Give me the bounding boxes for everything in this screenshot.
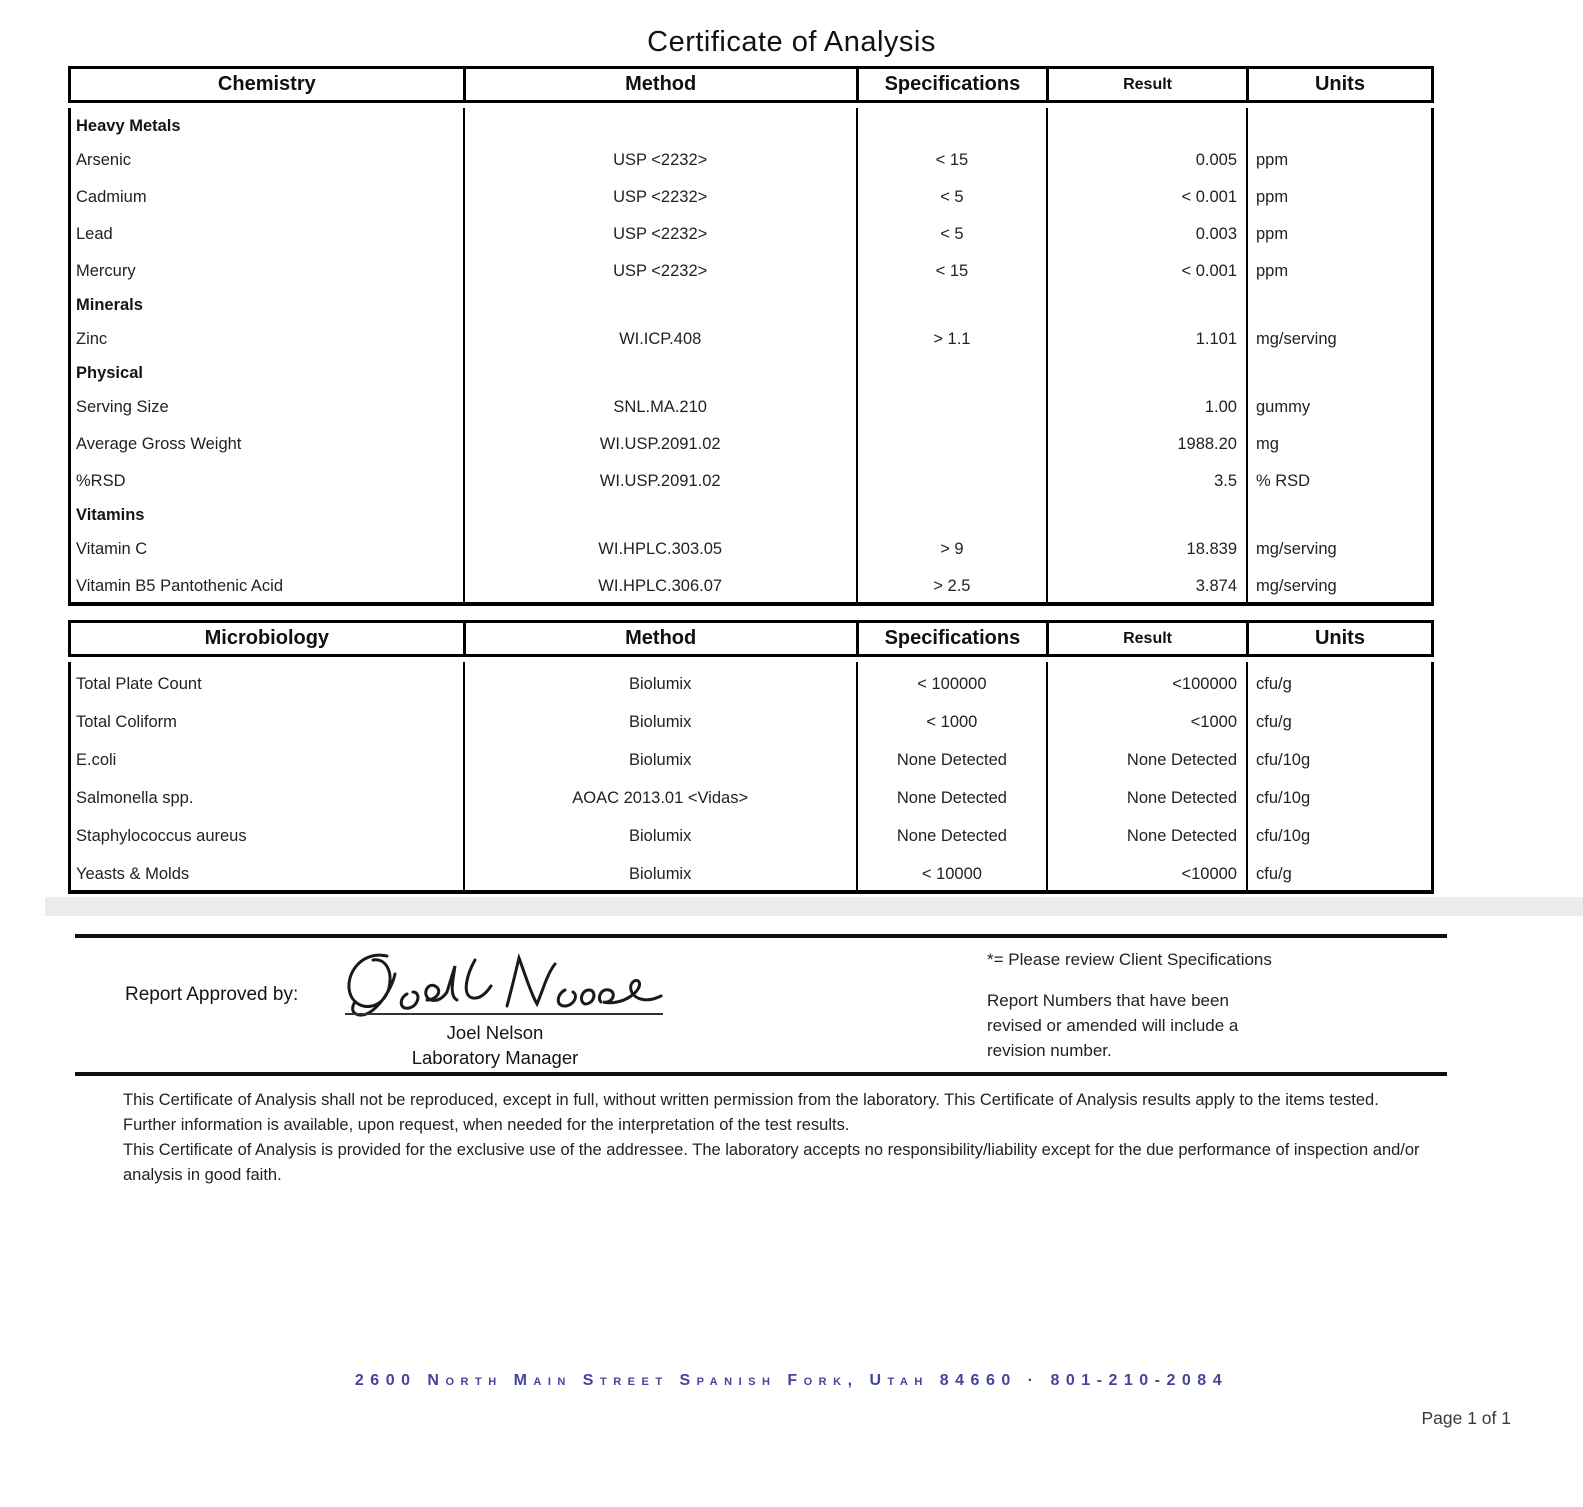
column-header-specifications: Specifications (856, 623, 1046, 654)
cell-method: USP <2232> (463, 250, 856, 287)
page-title: Certificate of Analysis (647, 26, 936, 58)
cell-method: Biolumix (463, 700, 856, 738)
cell-units: mg (1246, 423, 1431, 460)
cell-result: None Detected (1046, 776, 1246, 814)
cell-units: ppm (1246, 176, 1431, 213)
revision-note: Report Numbers that have been revised or amended will include a revision number. (987, 991, 1239, 1060)
cell-method: WI.HPLC.306.07 (463, 565, 856, 602)
cell-spec: > 2.5 (856, 565, 1046, 602)
cell-method: WI.USP.2091.02 (463, 460, 856, 497)
cell-spec: None Detected (856, 776, 1046, 814)
signatory-name: Joel Nelson (446, 1022, 544, 1043)
column-header-chemistry: Chemistry (217, 73, 316, 95)
section-header-cell: Vitamins (76, 506, 145, 524)
cell-spec: < 15 (856, 139, 1046, 176)
column-header-units: Units (1246, 623, 1431, 654)
microbiology-table (68, 620, 1434, 894)
microbiology-table-header-row (68, 620, 1434, 657)
column-header-result: Result (1046, 69, 1246, 100)
column-header-units: Units (1246, 69, 1431, 100)
lab-address: 2600 North Main Street Spanish Fork, Utah 84660 · 801-210-2084 (354, 1372, 1229, 1389)
cell-result: 1.00 (1046, 386, 1246, 423)
cell-units: gummy (1246, 386, 1431, 423)
cell-result: None Detected (1046, 814, 1246, 852)
cell-analyte: Staphylococcus aureus (76, 827, 247, 845)
cell-method: SNL.MA.210 (463, 386, 856, 423)
cell-method: Biolumix (463, 662, 856, 700)
cell-spec: < 1000 (856, 700, 1046, 738)
section-empty-cell (463, 355, 856, 386)
cell-analyte: Vitamin C (76, 540, 148, 558)
cell-spec: < 5 (856, 213, 1046, 250)
cell-spec: < 5 (856, 176, 1046, 213)
cell-analyte: Total Plate Count (76, 675, 202, 693)
section-empty-cell (856, 108, 1046, 139)
cell-spec (856, 460, 1046, 497)
cell-units: cfu/10g (1246, 814, 1431, 852)
cell-analyte: Zinc (76, 330, 108, 348)
section-empty-cell (463, 287, 856, 318)
cell-method: Biolumix (463, 814, 856, 852)
cell-method: USP <2232> (463, 176, 856, 213)
cell-spec: < 15 (856, 250, 1046, 287)
cell-units: mg/serving (1246, 318, 1431, 355)
signatory-title: Laboratory Manager (411, 1047, 579, 1068)
cell-result: None Detected (1046, 738, 1246, 776)
column-header-method: Method (463, 69, 856, 100)
cell-result: < 0.001 (1046, 250, 1246, 287)
cell-units: ppm (1246, 139, 1431, 176)
cell-result: < 0.001 (1046, 176, 1246, 213)
section-empty-cell (463, 108, 856, 139)
column-header-method: Method (463, 623, 856, 654)
divider-rule-bottom (75, 1072, 1447, 1076)
section-empty-cell (856, 355, 1046, 386)
cell-analyte: Lead (76, 225, 113, 243)
signature-line (345, 1013, 663, 1015)
microbiology-table-body (68, 662, 1434, 894)
page-number: Page 1 of 1 (1421, 1408, 1511, 1428)
section-empty-cell (1046, 108, 1246, 139)
cell-result: 3.874 (1046, 565, 1246, 602)
cell-units: cfu/g (1246, 662, 1431, 700)
cell-result: <100000 (1046, 662, 1246, 700)
column-header-specifications: Specifications (856, 69, 1046, 100)
cell-spec (856, 423, 1046, 460)
cell-analyte: Cadmium (76, 188, 147, 206)
cell-units: mg/serving (1246, 528, 1431, 565)
cell-units: cfu/g (1246, 852, 1431, 890)
section-empty-cell (1246, 108, 1431, 139)
cell-analyte: Mercury (76, 262, 136, 280)
section-empty-cell (1246, 355, 1431, 386)
signature-image (335, 944, 665, 1018)
cell-spec: > 9 (856, 528, 1046, 565)
cell-analyte: Serving Size (76, 398, 169, 416)
section-empty-cell (856, 287, 1046, 318)
cell-analyte: Average Gross Weight (76, 435, 242, 453)
column-header-microbiology: Microbiology (204, 627, 330, 649)
cell-result: 3.5 (1046, 460, 1246, 497)
cell-method: Biolumix (463, 852, 856, 890)
cell-analyte: Arsenic (76, 151, 132, 169)
section-empty-cell (1046, 497, 1246, 528)
cell-units: ppm (1246, 213, 1431, 250)
disclaimer-paragraph-2: This Certificate of Analysis is provided for the exclusive use of the addressee. The laboratory accepts no responsibility/liability except for the due performance of inspection and/or analysis in good faith. (123, 1141, 1420, 1184)
chemistry-table-body (68, 108, 1434, 606)
column-header-result: Result (1046, 623, 1246, 654)
disclaimer-paragraph-1: This Certificate of Analysis shall not be reproduced, except in full, without written permission from the laboratory. This Certificate of Analysis results apply to the items tested. Further information is available, upon request, when needed for the interpretation of the test results. (123, 1091, 1379, 1134)
cell-result: 1988.20 (1046, 423, 1246, 460)
disclaimer-text (123, 1088, 1423, 1188)
cell-result: 0.005 (1046, 139, 1246, 176)
cell-analyte: Yeasts & Molds (76, 865, 190, 883)
cell-result: <1000 (1046, 700, 1246, 738)
section-empty-cell (1246, 287, 1431, 318)
section-empty-cell (856, 497, 1046, 528)
cell-method: USP <2232> (463, 139, 856, 176)
section-header-cell: Heavy Metals (76, 117, 181, 135)
chemistry-table-header-row (68, 66, 1434, 103)
cell-spec: None Detected (856, 814, 1046, 852)
client-specifications-note: *= Please review Client Specifications (987, 950, 1272, 969)
cell-analyte: %RSD (76, 472, 126, 490)
cell-result: 18.839 (1046, 528, 1246, 565)
cell-analyte: Salmonella spp. (76, 789, 194, 807)
section-empty-cell (1246, 497, 1431, 528)
cell-units: cfu/10g (1246, 776, 1431, 814)
section-empty-cell (1046, 355, 1246, 386)
cell-method: WI.ICP.408 (463, 318, 856, 355)
cell-method: WI.USP.2091.02 (463, 423, 856, 460)
cell-spec: > 1.1 (856, 318, 1046, 355)
scan-shadow-band (45, 897, 1583, 916)
cell-spec (856, 386, 1046, 423)
section-header-cell: Physical (76, 364, 143, 382)
cell-spec: < 100000 (856, 662, 1046, 700)
section-empty-cell (1046, 287, 1246, 318)
cell-method: Biolumix (463, 738, 856, 776)
section-empty-cell (463, 497, 856, 528)
cell-result: 1.101 (1046, 318, 1246, 355)
cell-method: WI.HPLC.303.05 (463, 528, 856, 565)
cell-analyte: Total Coliform (76, 713, 177, 731)
cell-units: % RSD (1246, 460, 1431, 497)
cell-analyte: E.coli (76, 751, 117, 769)
cell-units: mg/serving (1246, 565, 1431, 602)
cell-units: ppm (1246, 250, 1431, 287)
cell-method: AOAC 2013.01 <Vidas> (463, 776, 856, 814)
signatory-block (330, 1022, 660, 1069)
cell-result: 0.003 (1046, 213, 1246, 250)
divider-rule-top (75, 934, 1447, 938)
section-header-cell: Minerals (76, 296, 143, 314)
cell-method: USP <2232> (463, 213, 856, 250)
cell-result: <10000 (1046, 852, 1246, 890)
cell-spec: < 10000 (856, 852, 1046, 890)
cell-units: cfu/10g (1246, 738, 1431, 776)
cell-analyte: Vitamin B5 Pantothenic Acid (76, 577, 283, 595)
report-approved-by-label: Report Approved by: (125, 984, 299, 1005)
chemistry-table (68, 66, 1434, 606)
cell-spec: None Detected (856, 738, 1046, 776)
cell-units: cfu/g (1246, 700, 1431, 738)
